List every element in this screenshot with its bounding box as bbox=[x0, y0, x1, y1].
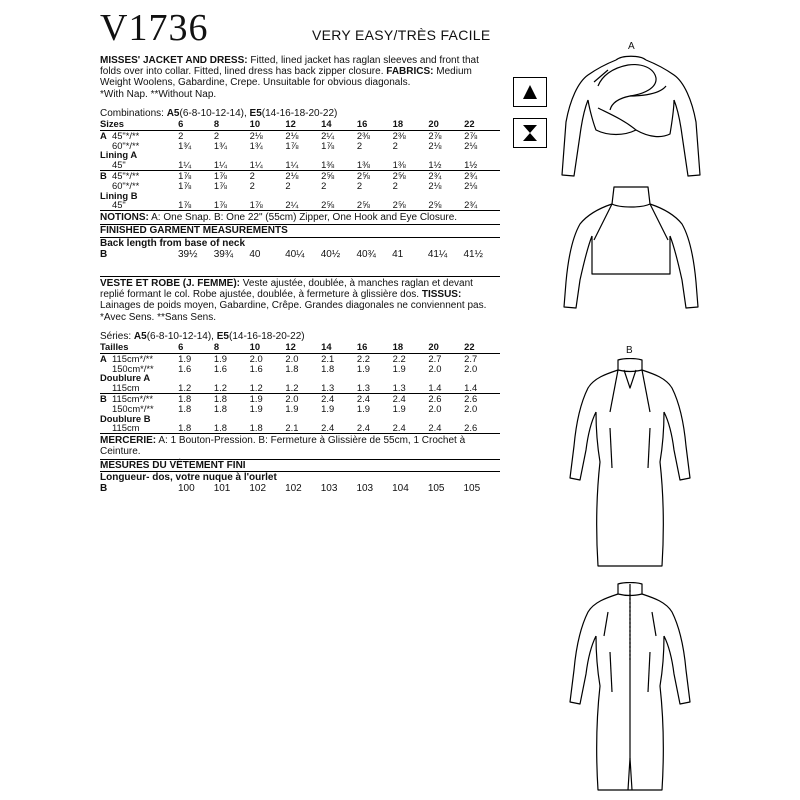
yardage-cell: 2 bbox=[356, 179, 363, 191]
yardage-cell: 2.0 bbox=[285, 394, 321, 404]
yardage-cell: 1¾ bbox=[178, 139, 192, 151]
yardage-cell: 1⅜ bbox=[356, 159, 370, 171]
yardage-cell: 2.1 bbox=[285, 422, 299, 434]
size-cell: 20 bbox=[428, 342, 464, 353]
notions bbox=[100, 433, 500, 459]
yardage-cell: 2.2 bbox=[392, 352, 406, 364]
yardage-cell: 2.0 bbox=[428, 402, 442, 414]
view-letter: A bbox=[100, 129, 107, 141]
back-length-cell: 102 bbox=[285, 483, 302, 494]
yardage-cell: 1⅞ bbox=[321, 139, 335, 151]
back-length-cell: 101 bbox=[213, 483, 231, 494]
fabric-width: 60"*/** bbox=[112, 139, 140, 151]
one-way-nap-icon bbox=[513, 77, 547, 107]
back-length-cell: 102 bbox=[249, 483, 267, 494]
size-cell: 18 bbox=[393, 342, 429, 353]
size-cell: 6 bbox=[178, 119, 214, 130]
size-cell: 22 bbox=[464, 342, 500, 353]
yardage-row bbox=[100, 383, 500, 393]
yardage-cell: 1.2 bbox=[249, 382, 263, 394]
description bbox=[100, 278, 500, 323]
yardage-cell: 1.6 bbox=[213, 362, 227, 374]
yardage-cell: 2 bbox=[285, 179, 291, 191]
fabrics-body: Medium Weight Woolens, Gabardine, Crepe. Unsuitable for obvious diagonals. bbox=[100, 66, 472, 89]
yardage-cell: 2 bbox=[392, 139, 398, 151]
yardage-cell: 2.0 bbox=[249, 352, 263, 364]
yardage-cell: 2⅞ bbox=[428, 129, 442, 141]
size-cell: 6 bbox=[178, 342, 214, 353]
fabric-width: 45"*/** bbox=[112, 129, 140, 141]
yardage-cell: 2⅛ bbox=[464, 179, 478, 191]
back-length-row bbox=[100, 483, 500, 494]
hourglass-icon bbox=[513, 118, 547, 148]
yardage-cell: 2¼ bbox=[321, 129, 335, 141]
yardage-cell: 1¾ bbox=[249, 139, 263, 151]
size-cell: 14 bbox=[321, 342, 357, 353]
yardage-cell: 1⅞ bbox=[178, 179, 192, 191]
yardage-cell: 2⅝ bbox=[321, 199, 335, 211]
yardage-cell: 2⅛ bbox=[428, 139, 442, 151]
yardage-cell: 2⅛ bbox=[464, 139, 478, 151]
yardage-cell: 2⅜ bbox=[356, 129, 370, 141]
yardage-cell: 1.8 bbox=[249, 422, 263, 434]
yardage-cell: 2.4 bbox=[357, 394, 393, 404]
back-length-cell: 41¼ bbox=[427, 248, 448, 260]
size-cell: 12 bbox=[285, 342, 321, 353]
combination-code: A5 bbox=[166, 107, 180, 119]
combination-code: E5 bbox=[249, 107, 262, 119]
yardage-cell: 2.0 bbox=[285, 352, 299, 364]
fabric-width: 115cm bbox=[112, 422, 140, 434]
fabric-width: 45" bbox=[112, 199, 126, 211]
yardage-cell: 2.1 bbox=[321, 352, 335, 364]
description-title: MISSES' JACKET AND DRESS: bbox=[100, 55, 248, 66]
yardage-cell: 2⅝ bbox=[356, 199, 370, 211]
back-length-cell: 40 bbox=[249, 248, 261, 260]
yardage-cell: 1½ bbox=[428, 159, 442, 171]
yardage-cell: 2 bbox=[178, 129, 184, 141]
yardage-cell: 2.7 bbox=[464, 352, 478, 364]
size-cell: 16 bbox=[357, 342, 393, 353]
size-header-row bbox=[100, 119, 500, 130]
yardage-cell: 2 bbox=[249, 179, 255, 191]
yardage-cell: 1.9 bbox=[250, 394, 286, 404]
fabrics-label: FABRICS: bbox=[386, 66, 434, 78]
fabric-width: 115cm*/** bbox=[112, 393, 153, 404]
dress-front-drawing bbox=[558, 358, 703, 573]
yardage-cell: 2⅛ bbox=[285, 129, 299, 141]
yardage-cell: 2.4 bbox=[321, 422, 335, 434]
nap-note: *With Nap. **Without Nap. bbox=[100, 88, 217, 100]
view-label-b: B bbox=[626, 345, 633, 356]
size-cell: 22 bbox=[464, 119, 500, 130]
size-cell: 10 bbox=[250, 342, 286, 353]
size-cell: 8 bbox=[214, 342, 250, 353]
yardage-cell: 1.2 bbox=[285, 382, 299, 394]
yardage-cell: 1⅜ bbox=[321, 159, 335, 171]
view-letter: B bbox=[100, 248, 108, 260]
back-length-cell: 40¾ bbox=[356, 248, 376, 260]
back-length-row bbox=[100, 249, 500, 260]
french-section bbox=[100, 276, 500, 494]
yardage-cell: 1.8 bbox=[178, 394, 214, 404]
yardage-cell: 2⅜ bbox=[392, 129, 406, 141]
section-label: Lining A bbox=[100, 149, 138, 161]
yardage-cell: 1.9 bbox=[356, 362, 370, 374]
combination-sizes: (6-8-10-12-14), bbox=[179, 107, 247, 119]
yardage-cell: 2⅛ bbox=[249, 129, 263, 141]
back-length-cell: 41 bbox=[392, 248, 404, 260]
back-length-cell: 40½ bbox=[320, 248, 341, 260]
yardage-cell: 1.3 bbox=[356, 382, 370, 394]
yardage-cell: 2⅝ bbox=[321, 171, 357, 181]
yardage-cell: 1.9 bbox=[178, 352, 192, 364]
yardage-cell: 1⅞ bbox=[285, 139, 299, 151]
yardage-cell: 2 bbox=[213, 129, 220, 141]
yardage-row bbox=[100, 423, 500, 433]
yardage-cell: 2¼ bbox=[285, 199, 299, 211]
yardage-row bbox=[100, 160, 500, 170]
yardage-row bbox=[100, 364, 500, 374]
yardage-row bbox=[100, 404, 500, 414]
yardage-cell: 1.3 bbox=[321, 382, 335, 394]
back-length-cell: 105 bbox=[463, 483, 481, 494]
description-body: Veste ajustée, doublée, à manches raglan et devant replié formant le col. Robe ajustée, doublée, à fermeture à glissière dos. bbox=[100, 278, 473, 301]
yardage-cell: 1.4 bbox=[464, 382, 478, 394]
size-cell: 12 bbox=[285, 119, 321, 130]
yardage-row bbox=[100, 141, 500, 151]
size-cell: 8 bbox=[214, 119, 250, 130]
yardage-cell: 1.8 bbox=[213, 402, 227, 414]
yardage-cell: 1.8 bbox=[178, 402, 192, 414]
notions bbox=[100, 210, 500, 225]
yardage-cell: 1.9 bbox=[356, 402, 370, 414]
yardage-cell: 2 bbox=[250, 171, 286, 181]
yardage-cell: 2.6 bbox=[428, 394, 464, 404]
section-label: Lining B bbox=[100, 189, 138, 201]
yardage-cell: 1⅞ bbox=[249, 199, 263, 211]
fabric-width: 60"*/** bbox=[112, 179, 140, 191]
yardage-cell: 1.9 bbox=[213, 352, 227, 364]
notions-label: NOTIONS: bbox=[100, 212, 149, 224]
yardage-cell: 1.8 bbox=[285, 362, 299, 374]
yardage-cell: 2⅝ bbox=[392, 199, 406, 211]
yardage-cell: 1⅞ bbox=[178, 199, 192, 211]
yardage-cell: 1¾ bbox=[213, 139, 227, 151]
yardage-cell: 2⅝ bbox=[357, 171, 393, 181]
yardage-row bbox=[100, 200, 500, 210]
size-header: Sizes bbox=[100, 119, 178, 130]
nap-note: *Avec Sens. **Sans Sens. bbox=[100, 311, 216, 323]
description-title: VESTE ET ROBE (J. FEMME): bbox=[100, 278, 241, 289]
size-cell: 16 bbox=[357, 119, 393, 130]
view-label-a: A bbox=[628, 41, 635, 52]
yardage-cell: 2.0 bbox=[428, 362, 442, 374]
row-label bbox=[100, 160, 178, 170]
yardage-cell: 1.6 bbox=[178, 362, 192, 374]
yardage-cell: 2.0 bbox=[464, 402, 478, 414]
yardage-cell: 2 bbox=[356, 139, 363, 151]
yardage-cell: 2¾ bbox=[464, 199, 478, 211]
fabrics-label: TISSUS: bbox=[421, 289, 462, 301]
yardage-table bbox=[100, 342, 500, 433]
yardage-cell: 1⅜ bbox=[392, 159, 406, 171]
yardage-cell: 2⅛ bbox=[428, 179, 442, 191]
yardage-cell: 2.4 bbox=[321, 394, 357, 404]
size-cell: 10 bbox=[250, 119, 286, 130]
yardage-cell: 1.9 bbox=[392, 402, 406, 414]
size-cell: 18 bbox=[393, 119, 429, 130]
yardage-cell: 2¾ bbox=[428, 171, 464, 181]
combination-sizes: (14-16-18-20-22) bbox=[261, 107, 338, 119]
yardage-cell: 1¼ bbox=[285, 159, 299, 171]
back-length-label: Longueur- dos, votre nuque à l'ourlet bbox=[100, 471, 277, 483]
yardage-cell: 1⅞ bbox=[214, 171, 250, 181]
yardage-cell: 1.4 bbox=[428, 382, 442, 394]
notions-body: A: 1 Bouton-Pression. B: Fermeture à Glissière de 55cm, 1 Crochet à Ceinture. bbox=[100, 435, 466, 458]
back-length-cell: 105 bbox=[427, 483, 445, 494]
pattern-number: V1736 bbox=[100, 7, 209, 49]
back-length-cell: 39½ bbox=[178, 248, 198, 260]
combination-sizes: (6-8-10-12-14), bbox=[146, 330, 214, 342]
yardage-cell: 2 bbox=[321, 179, 327, 191]
yardage-cell: 1.8 bbox=[178, 422, 192, 434]
yardage-cell: 2⅛ bbox=[285, 171, 321, 181]
yardage-cell: 1.9 bbox=[285, 402, 299, 414]
yardage-cell: 1⅞ bbox=[213, 199, 227, 211]
row-label bbox=[100, 423, 178, 433]
yardage-cell: 1.8 bbox=[213, 422, 227, 434]
row-label bbox=[100, 383, 178, 393]
fabric-width: 150cm*/** bbox=[112, 402, 154, 414]
yardage-cell: 1.8 bbox=[321, 362, 335, 374]
notions-body: A: One Snap. B: One 22" (55cm) Zipper, One Hook and Eye Closure. bbox=[151, 212, 458, 224]
combination-code: E5 bbox=[216, 330, 229, 342]
yardage-cell: 2.4 bbox=[356, 422, 370, 434]
yardage-cell: 2.6 bbox=[464, 422, 478, 434]
yardage-table bbox=[100, 119, 500, 210]
combinations-prefix: Combinations: bbox=[100, 107, 164, 119]
jacket-back-drawing bbox=[558, 182, 703, 312]
finished-measurements-title: FINISHED GARMENT MEASUREMENTS bbox=[100, 225, 500, 237]
yardage-cell: 2⅝ bbox=[393, 171, 429, 181]
yardage-cell: 2.4 bbox=[393, 394, 429, 404]
view-letter: B bbox=[100, 170, 107, 181]
yardage-cell: 1.9 bbox=[249, 402, 263, 414]
back-length-cell: 41½ bbox=[463, 248, 483, 260]
size-header: Tailles bbox=[100, 342, 178, 353]
yardage-cell: 2.4 bbox=[428, 422, 442, 434]
back-length-cell: 100 bbox=[178, 483, 195, 494]
yardage-cell: 1.9 bbox=[392, 362, 406, 374]
notions-label: MERCERIE: bbox=[100, 435, 157, 447]
yardage-cell: 1.2 bbox=[213, 382, 227, 394]
yardage-cell: 2.4 bbox=[392, 422, 406, 434]
size-cell: 14 bbox=[321, 119, 357, 130]
fabric-width: 115cm bbox=[112, 382, 140, 394]
yardage-row bbox=[100, 181, 500, 191]
yardage-cell: 2.2 bbox=[356, 352, 370, 364]
yardage-cell: 1.2 bbox=[178, 382, 192, 394]
back-length-cell: 103 bbox=[320, 483, 338, 494]
jacket-front-drawing bbox=[558, 50, 703, 180]
section-label: Doublure A bbox=[100, 372, 151, 384]
yardage-cell: 2 bbox=[392, 179, 398, 191]
combinations bbox=[100, 331, 500, 342]
yardage-cell: 1.6 bbox=[249, 362, 263, 374]
yardage-cell: 1⅞ bbox=[178, 171, 214, 181]
yardage-cell: 1½ bbox=[464, 159, 478, 171]
size-header-row bbox=[100, 342, 500, 353]
yardage-cell: 2⅝ bbox=[428, 199, 442, 211]
combination-sizes: (14-16-18-20-22) bbox=[228, 330, 305, 342]
back-length-cell: 103 bbox=[356, 483, 374, 494]
view-letter: B bbox=[100, 393, 107, 404]
yardage-cell: 1¼ bbox=[178, 159, 192, 171]
fabric-width: 45"*/** bbox=[112, 170, 140, 181]
back-length-cell: 40¼ bbox=[285, 248, 305, 260]
back-length-cell: 39¾ bbox=[213, 248, 234, 260]
yardage-cell: 1¼ bbox=[213, 159, 227, 171]
back-length-cell: 104 bbox=[392, 483, 409, 494]
view-letter: B bbox=[100, 483, 108, 494]
difficulty-label: VERY EASY/TRÈS FACILE bbox=[312, 27, 491, 43]
yardage-cell: 2.6 bbox=[464, 394, 500, 404]
finished-measurements-title: MESURES DU VÊTEMENT FINI bbox=[100, 460, 500, 472]
yardage-cell: 1.3 bbox=[392, 382, 406, 394]
description-body: Fitted, lined jacket has raglan sleeves and front that folds over into collar. Fitted, lined dress has back zipper closure. bbox=[100, 55, 479, 78]
english-section bbox=[100, 55, 500, 260]
yardage-cell: 2.0 bbox=[464, 362, 478, 374]
yardage-cell: 2.7 bbox=[428, 352, 442, 364]
row-label bbox=[100, 200, 178, 210]
yardage-cell: 1.9 bbox=[321, 402, 335, 414]
yardage-cell: 1⅞ bbox=[213, 179, 227, 191]
section-label: Doublure B bbox=[100, 412, 151, 424]
back-length-label: Back length from base of neck bbox=[100, 237, 246, 249]
dress-back-drawing bbox=[558, 582, 703, 794]
size-cell: 20 bbox=[428, 119, 464, 130]
fabric-width: 45" bbox=[112, 159, 126, 171]
fabrics-body: Lainages de poids moyen, Gabardine, Crêpe. Grandes diagonales ne conviennent pas. bbox=[100, 300, 487, 312]
yardage-cell: 2¾ bbox=[464, 171, 500, 181]
view-letter: A bbox=[100, 352, 107, 364]
combinations bbox=[100, 108, 500, 119]
combinations-prefix: Séries: bbox=[100, 330, 132, 342]
yardage-cell: 1¼ bbox=[249, 159, 263, 171]
yardage-cell: 2⅞ bbox=[464, 129, 478, 141]
yardage-cell: 1.8 bbox=[214, 394, 250, 404]
fabric-width: 150cm*/** bbox=[112, 362, 154, 374]
description bbox=[100, 55, 500, 100]
fabric-width: 115cm*/** bbox=[112, 352, 153, 364]
combination-code: A5 bbox=[133, 330, 147, 342]
